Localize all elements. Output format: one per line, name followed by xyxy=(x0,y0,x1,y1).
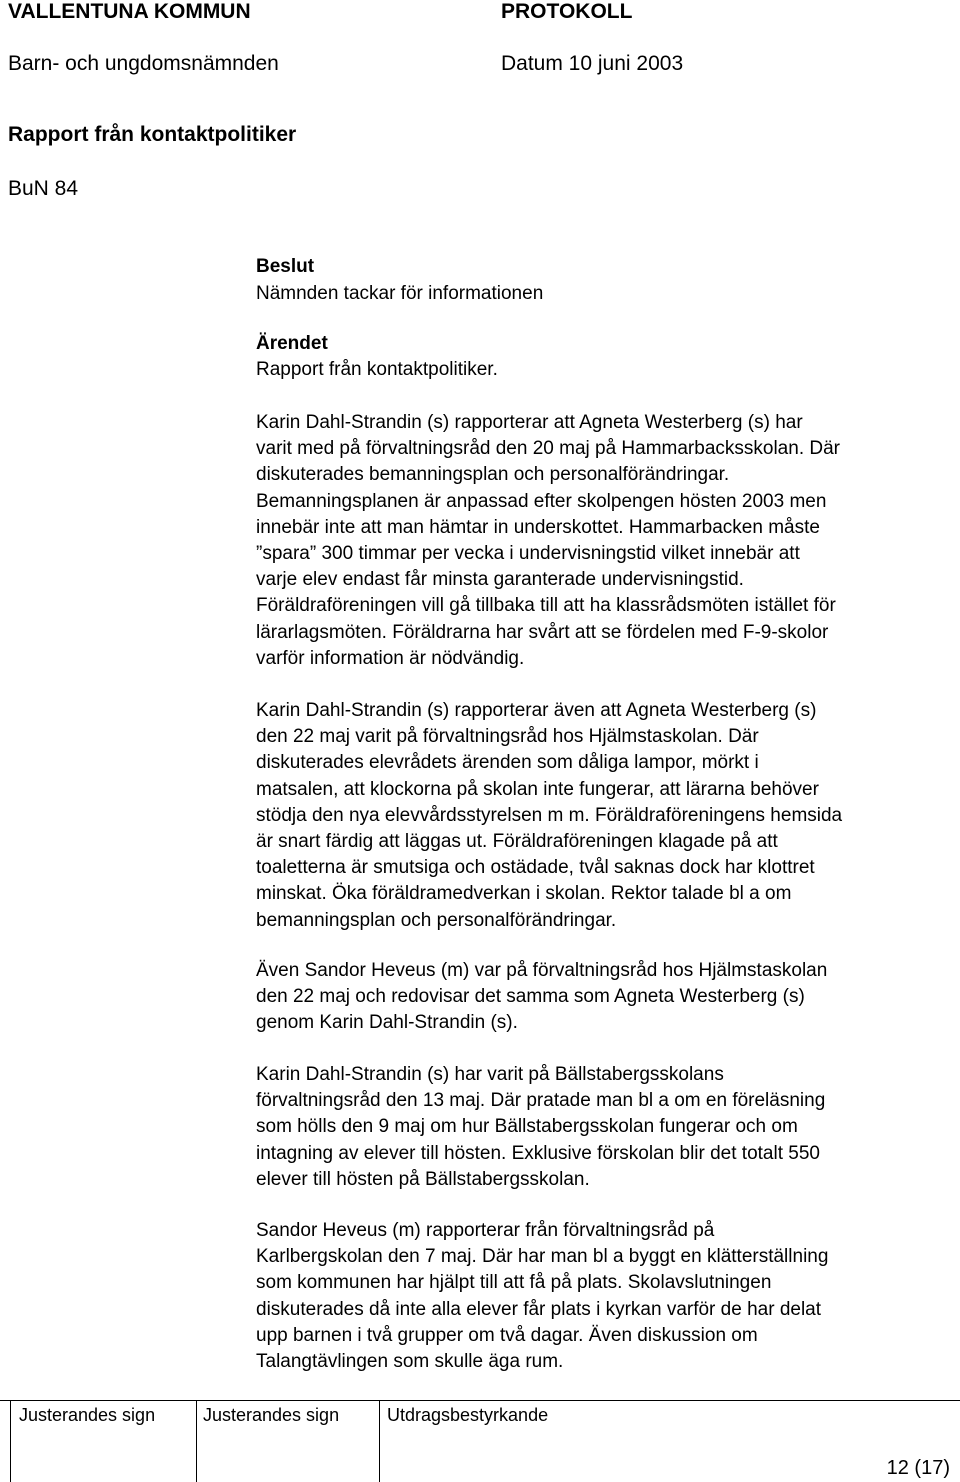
text-line: diskuterades bemanningsplan och personalförändringar. xyxy=(256,464,730,486)
org-name: VALLENTUNA KOMMUN xyxy=(8,0,251,23)
signature-footer xyxy=(0,1400,960,1482)
arendet-heading: Ärendet xyxy=(256,333,328,354)
text-line: Talangtävlingen som skulle äga rum. xyxy=(256,1350,564,1372)
text-line: Även Sandor Heveus (m) var på förvaltningsråd hos Hjälmstaskolan xyxy=(256,960,828,981)
page-title: Rapport från kontaktpolitiker xyxy=(8,123,297,146)
text-line: Karin Dahl-Strandin (s) rapporterar att Agneta Westerberg (s) har xyxy=(256,412,803,433)
report-paragraph-4 xyxy=(256,1062,956,1193)
text-line: som kommunen har hjälpt till att få på plats. Skolavslutningen xyxy=(256,1272,772,1294)
arendet-text: Rapport från kontaktpolitiker. xyxy=(256,359,498,380)
text-line: den 22 maj och redovisar det samma som Agneta Westerberg (s) xyxy=(256,986,805,1008)
text-line: är snart färdig att läggas ut. Föräldraföreningen klagade på att xyxy=(256,830,778,852)
text-line: stödja den nya elevvårdsstyrelsen m m. Föräldraföreningens hemsida xyxy=(256,804,843,826)
extract-label: Utdragsbestyrkande xyxy=(387,1405,549,1425)
text-line: Sandor Heveus (m) rapporterar från förvaltningsråd på xyxy=(256,1220,715,1241)
footer-divider xyxy=(379,1400,380,1482)
text-line: diskuterades elevrådets ärenden som dåliga lampor, mörkt i xyxy=(256,752,759,774)
text-line: toaletterna är smutsiga och ostädade, tvål saknas dock har klottret xyxy=(256,857,815,879)
footer-divider xyxy=(196,1400,197,1482)
footer-divider xyxy=(0,1400,960,1401)
report-paragraph-5 xyxy=(256,1218,956,1375)
text-line: varit med på förvaltningsråd den 20 maj på Hammarbacksskolan. Där xyxy=(256,438,840,460)
text-line: elever till hösten på Bällstabergsskolan. xyxy=(256,1168,590,1190)
meeting-date: Datum 10 juni 2003 xyxy=(501,52,684,75)
text-line: varför information är nödvändig. xyxy=(256,647,525,669)
beslut-heading: Beslut xyxy=(256,256,315,277)
committee-name: Barn- och ungdomsnämnden xyxy=(8,52,279,75)
text-line: minskat. Öka föräldramedverkan i skolan. Rektor talade bl a om xyxy=(256,883,792,905)
text-line: innebär inte att man hämtar in underskottet. Hammarbacken måste xyxy=(256,516,820,538)
text-line: Karin Dahl-Strandin (s) rapporterar även att Agneta Westerberg (s) xyxy=(256,700,817,721)
text-line: Föräldraföreningen vill gå tillbaka till att ha klassrådsmöten istället för xyxy=(256,595,836,617)
report-paragraph-3 xyxy=(256,958,956,1037)
text-line: den 22 maj varit på förvaltningsråd hos Hjälmstaskolan. Där xyxy=(256,726,759,748)
doc-type: PROTOKOLL xyxy=(501,0,633,23)
text-line: matsalen, att klockorna på skolan inte fungerar, att lärarna behöver xyxy=(256,778,819,800)
footer-divider xyxy=(10,1400,11,1482)
text-line: genom Karin Dahl-Strandin (s). xyxy=(256,1012,518,1034)
text-line: ”spara” 300 timmar per vecka i undervisningstid vilket innebär att xyxy=(256,542,800,564)
text-line: Karin Dahl-Strandin (s) har varit på Bällstabergsskolans xyxy=(256,1064,724,1085)
text-line: lärarlagsmöten. Föräldrarna har svårt att se fördelen med F-9-skolor xyxy=(256,621,829,643)
text-line: som hölls den 9 maj om hur Bällstabergsskolan fungerar och om xyxy=(256,1116,798,1138)
text-line: Bemanningsplanen är anpassad efter skolpengen hösten 2003 men xyxy=(256,490,827,512)
sign-label-1: Justerandes sign xyxy=(19,1405,156,1425)
page-number: 12 (17) xyxy=(886,1457,950,1479)
text-line: diskuterades då inte alla elever får plats i kyrkan varför de har delat xyxy=(256,1298,822,1320)
sign-label-2: Justerandes sign xyxy=(203,1405,340,1425)
text-line: bemanningsplan och personalförändringar. xyxy=(256,909,617,931)
text-line: intagning av elever till hösten. Exklusive förskolan blir det totalt 550 xyxy=(256,1142,820,1164)
paragraph-id: BuN 84 xyxy=(8,177,79,200)
text-line: Karlbergskolan den 7 maj. Där har man bl a byggt en klätterställning xyxy=(256,1246,829,1268)
text-line: varje elev endast får minsta garanterade undervisningstid. xyxy=(256,569,744,591)
report-paragraph-2 xyxy=(256,698,956,934)
report-paragraph-1 xyxy=(256,410,956,672)
beslut-text: Nämnden tackar för informationen xyxy=(256,283,544,304)
text-line: upp barnen i två grupper om två dagar. Även diskussion om xyxy=(256,1324,758,1346)
text-line: förvaltningsråd den 13 maj. Där pratade man bl a om en föreläsning xyxy=(256,1090,826,1112)
